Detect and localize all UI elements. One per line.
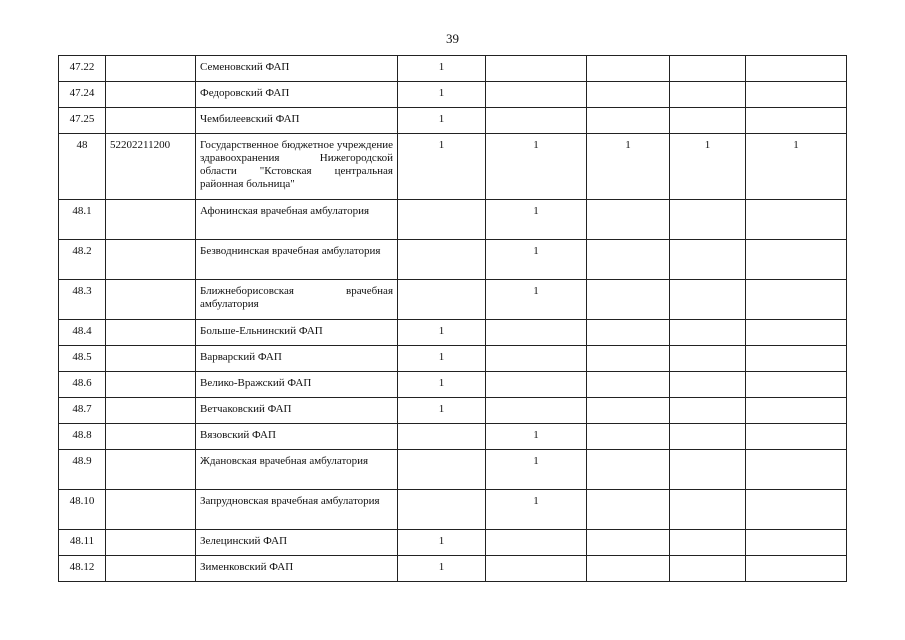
facility-name-cell: Федоровский ФАП xyxy=(196,82,398,108)
row-number-cell: 48.6 xyxy=(59,372,106,398)
facilities-table xyxy=(58,55,847,582)
table-row xyxy=(59,450,847,490)
table-row xyxy=(59,490,847,530)
code-cell xyxy=(106,108,196,134)
value-cell-3 xyxy=(587,82,670,108)
code-cell xyxy=(106,398,196,424)
value-cell-1 xyxy=(398,280,486,320)
row-number-cell: 48.1 xyxy=(59,200,106,240)
value-cell-4 xyxy=(670,398,746,424)
row-number-cell: 48 xyxy=(59,134,106,200)
facility-name-cell: Вязовский ФАП xyxy=(196,424,398,450)
code-cell xyxy=(106,280,196,320)
facility-name-cell: Ждановская врачебная амбулатория xyxy=(196,450,398,490)
value-cell-1: 1 xyxy=(398,108,486,134)
value-cell-2: 1 xyxy=(486,450,587,490)
value-cell-4 xyxy=(670,108,746,134)
value-cell-3 xyxy=(587,108,670,134)
value-cell-1: 1 xyxy=(398,56,486,82)
facility-name-cell: Зелецинский ФАП xyxy=(196,530,398,556)
value-cell-3 xyxy=(587,424,670,450)
value-cell-4 xyxy=(670,240,746,280)
row-number-cell: 48.8 xyxy=(59,424,106,450)
value-cell-4 xyxy=(670,372,746,398)
value-cell-2: 1 xyxy=(486,424,587,450)
value-cell-5 xyxy=(746,82,847,108)
value-cell-4 xyxy=(670,200,746,240)
table-row xyxy=(59,320,847,346)
row-number-cell: 48.11 xyxy=(59,530,106,556)
value-cell-3 xyxy=(587,530,670,556)
value-cell-1: 1 xyxy=(398,556,486,582)
row-number-cell: 47.22 xyxy=(59,56,106,82)
code-cell xyxy=(106,450,196,490)
value-cell-5 xyxy=(746,320,847,346)
table-row xyxy=(59,346,847,372)
row-number-cell: 48.9 xyxy=(59,450,106,490)
code-cell xyxy=(106,56,196,82)
value-cell-5 xyxy=(746,490,847,530)
table-body xyxy=(59,56,847,582)
value-cell-1 xyxy=(398,240,486,280)
code-cell xyxy=(106,240,196,280)
facility-name-cell: Афонинская врачебная амбулатория xyxy=(196,200,398,240)
table-row xyxy=(59,108,847,134)
row-number-cell: 48.4 xyxy=(59,320,106,346)
value-cell-3 xyxy=(587,240,670,280)
value-cell-1: 1 xyxy=(398,134,486,200)
value-cell-4 xyxy=(670,424,746,450)
value-cell-5 xyxy=(746,530,847,556)
value-cell-2: 1 xyxy=(486,490,587,530)
value-cell-5 xyxy=(746,280,847,320)
value-cell-5 xyxy=(746,200,847,240)
value-cell-4 xyxy=(670,82,746,108)
value-cell-2 xyxy=(486,530,587,556)
value-cell-4 xyxy=(670,556,746,582)
code-cell xyxy=(106,200,196,240)
value-cell-4 xyxy=(670,490,746,530)
facility-name-cell: Ближнеборисовская врачебная амбулатория xyxy=(196,280,398,320)
facility-name-cell: Велико-Вражский ФАП xyxy=(196,372,398,398)
value-cell-2 xyxy=(486,346,587,372)
table-row xyxy=(59,134,847,200)
value-cell-3 xyxy=(587,320,670,346)
facility-name-cell: Семеновский ФАП xyxy=(196,56,398,82)
value-cell-2: 1 xyxy=(486,134,587,200)
value-cell-1: 1 xyxy=(398,82,486,108)
table-row xyxy=(59,240,847,280)
value-cell-1: 1 xyxy=(398,346,486,372)
table-row xyxy=(59,280,847,320)
code-cell xyxy=(106,372,196,398)
facility-name-cell: Ветчаковский ФАП xyxy=(196,398,398,424)
code-cell xyxy=(106,346,196,372)
row-number-cell: 48.12 xyxy=(59,556,106,582)
value-cell-5 xyxy=(746,398,847,424)
value-cell-1 xyxy=(398,450,486,490)
value-cell-2 xyxy=(486,556,587,582)
value-cell-5 xyxy=(746,56,847,82)
value-cell-4 xyxy=(670,56,746,82)
value-cell-1: 1 xyxy=(398,372,486,398)
value-cell-3 xyxy=(587,372,670,398)
facility-name-cell: Безводнинская врачебная амбулатория xyxy=(196,240,398,280)
value-cell-4 xyxy=(670,530,746,556)
value-cell-1 xyxy=(398,200,486,240)
value-cell-3 xyxy=(587,200,670,240)
page-number: 39 xyxy=(446,31,459,46)
value-cell-4 xyxy=(670,320,746,346)
value-cell-4 xyxy=(670,346,746,372)
code-cell: 52202211200 xyxy=(106,134,196,200)
code-cell xyxy=(106,82,196,108)
value-cell-3 xyxy=(587,556,670,582)
row-number-cell: 48.7 xyxy=(59,398,106,424)
table-row xyxy=(59,530,847,556)
value-cell-5 xyxy=(746,424,847,450)
value-cell-3: 1 xyxy=(587,134,670,200)
value-cell-1: 1 xyxy=(398,530,486,556)
value-cell-2 xyxy=(486,108,587,134)
row-number-cell: 47.24 xyxy=(59,82,106,108)
table-row xyxy=(59,82,847,108)
value-cell-2 xyxy=(486,56,587,82)
value-cell-2: 1 xyxy=(486,200,587,240)
value-cell-5: 1 xyxy=(746,134,847,200)
value-cell-5 xyxy=(746,372,847,398)
value-cell-1 xyxy=(398,490,486,530)
code-cell xyxy=(106,490,196,530)
facility-name-cell: Больше-Ельнинский ФАП xyxy=(196,320,398,346)
value-cell-2 xyxy=(486,398,587,424)
code-cell xyxy=(106,556,196,582)
value-cell-3 xyxy=(587,398,670,424)
table-row xyxy=(59,56,847,82)
table-row xyxy=(59,556,847,582)
value-cell-3 xyxy=(587,450,670,490)
value-cell-4 xyxy=(670,450,746,490)
table-row xyxy=(59,372,847,398)
row-number-cell: 48.2 xyxy=(59,240,106,280)
facility-name-cell: Государственное бюджетное учреждение здравоохранения Нижегородской области "Кстовская центральная районная больница" xyxy=(196,134,398,200)
value-cell-4: 1 xyxy=(670,134,746,200)
code-cell xyxy=(106,530,196,556)
value-cell-5 xyxy=(746,346,847,372)
table-row xyxy=(59,424,847,450)
row-number-cell: 47.25 xyxy=(59,108,106,134)
facility-name-cell: Чембилеевский ФАП xyxy=(196,108,398,134)
facility-name-cell: Запрудновская врачебная амбулатория xyxy=(196,490,398,530)
value-cell-5 xyxy=(746,556,847,582)
row-number-cell: 48.3 xyxy=(59,280,106,320)
value-cell-2: 1 xyxy=(486,280,587,320)
facility-name-cell: Зименковский ФАП xyxy=(196,556,398,582)
value-cell-3 xyxy=(587,490,670,530)
value-cell-2 xyxy=(486,82,587,108)
value-cell-5 xyxy=(746,240,847,280)
value-cell-2 xyxy=(486,320,587,346)
value-cell-5 xyxy=(746,108,847,134)
value-cell-3 xyxy=(587,56,670,82)
value-cell-2: 1 xyxy=(486,240,587,280)
value-cell-1 xyxy=(398,424,486,450)
value-cell-4 xyxy=(670,280,746,320)
code-cell xyxy=(106,424,196,450)
table-row xyxy=(59,398,847,424)
value-cell-1: 1 xyxy=(398,398,486,424)
value-cell-1: 1 xyxy=(398,320,486,346)
row-number-cell: 48.10 xyxy=(59,490,106,530)
value-cell-2 xyxy=(486,372,587,398)
code-cell xyxy=(106,320,196,346)
value-cell-5 xyxy=(746,450,847,490)
row-number-cell: 48.5 xyxy=(59,346,106,372)
facility-name-cell: Варварский ФАП xyxy=(196,346,398,372)
value-cell-3 xyxy=(587,346,670,372)
table-row xyxy=(59,200,847,240)
value-cell-3 xyxy=(587,280,670,320)
